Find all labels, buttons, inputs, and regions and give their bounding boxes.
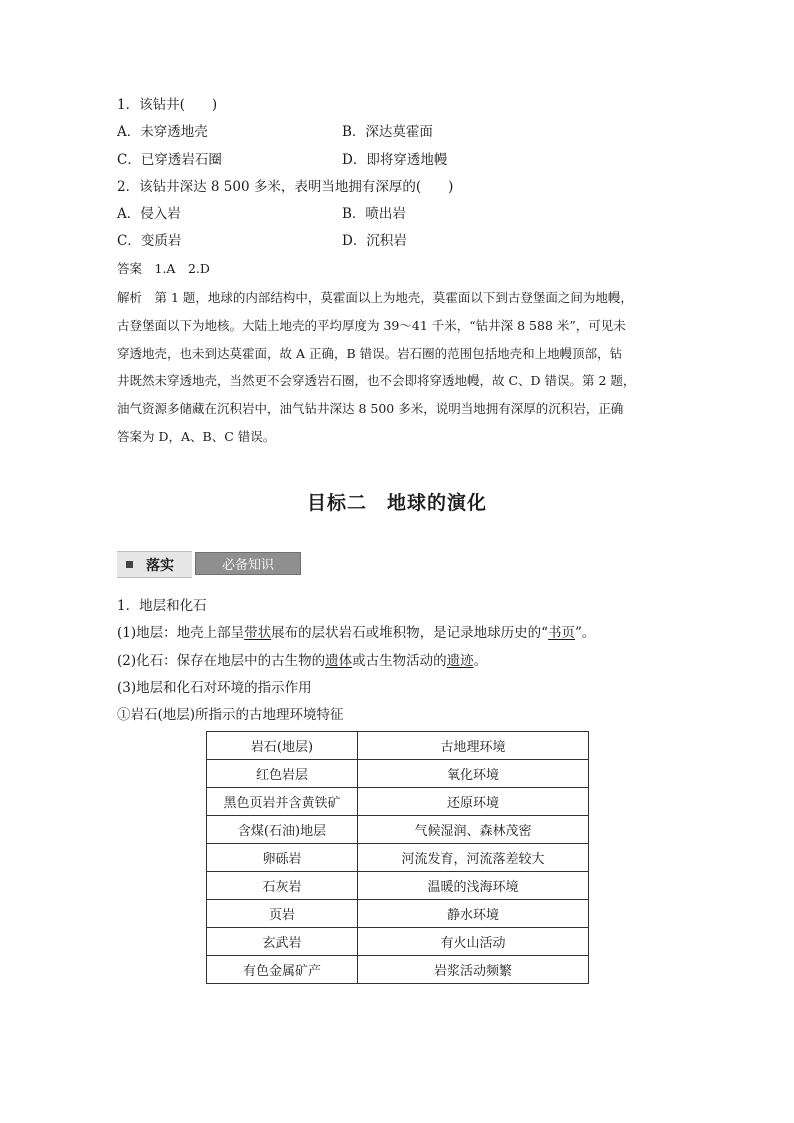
analysis-line-3: 穿透地壳，也未到达莫霍面，故 A 正确，B 错误。岩石圈的范围包括地壳和上地幔顶部，钻 [117, 345, 623, 361]
heading-strata-fossils: 1．地层和化石 [117, 598, 207, 614]
p1-underlined-1: 带状 [244, 625, 272, 641]
table-cell: 含煤(石油)地层 [207, 816, 358, 844]
table-header-row [207, 732, 589, 760]
analysis-line-4: 井既然未穿透地壳，当然更不会穿透岩石圈，也不会即将穿透地幔，故 C、D 错误。第 2 题， [117, 373, 636, 389]
rock-environment-table [206, 731, 589, 984]
table-row [207, 760, 589, 788]
table-row [207, 956, 589, 984]
paragraph-indicator: (3)地层和化石对环境的指示作用 [117, 680, 312, 696]
table-cell: 卵砾岩 [207, 844, 358, 872]
question-1-stem: 1．该钻井( ) [117, 97, 218, 113]
q2-option-d: D．沉积岩 [342, 233, 407, 249]
p2-mid: 或古生物活动的 [352, 653, 447, 669]
table-cell: 还原环境 [358, 788, 589, 816]
question-2-stem: 2．该钻井深达 8 500 多米，表明当地拥有深厚的( ) [117, 179, 454, 195]
table-cell: 石灰岩 [207, 872, 358, 900]
table-cell: 氧化环境 [358, 760, 589, 788]
table-row [207, 816, 589, 844]
table-cell: 页岩 [207, 900, 358, 928]
q1-option-d: D．即将穿透地幔 [342, 152, 448, 168]
p1-suffix: ”。 [575, 625, 596, 641]
table-cell: 静水环境 [358, 900, 589, 928]
banner-right-label: 必备知识 [221, 558, 274, 573]
table-row [207, 928, 589, 956]
analysis-block [117, 284, 680, 451]
p2-prefix: (2)化石：保存在地层中的古生物的 [117, 653, 326, 669]
banner-right-tab [195, 552, 301, 575]
q2-option-b: B．喷出岩 [342, 206, 406, 222]
analysis-line-1: 解析 第 1 题，地球的内部结构中，莫霍面以上为地壳，莫霍面以下到古登堡面之间为地幔， [117, 290, 633, 305]
table-cell: 红色岩层 [207, 760, 358, 788]
banner-left-label: 落实 [146, 558, 174, 574]
square-bullet-icon [126, 561, 133, 568]
p1-prefix: (1)地层：地壳上部呈 [117, 625, 245, 641]
table-cell: 玄武岩 [207, 928, 358, 956]
table-header-cell: 古地理环境 [358, 732, 589, 760]
table-cell: 有火山活动 [358, 928, 589, 956]
table-row [207, 844, 589, 872]
table-row [207, 788, 589, 816]
table-cell: 河流发育，河流落差较大 [358, 844, 589, 872]
table-cell: 岩浆活动频繁 [358, 956, 589, 984]
banner-left-tab [117, 551, 192, 578]
p2-underlined-2: 遗迹 [446, 653, 474, 669]
analysis-line-2: 古登堡面以下为地核。大陆上地壳的平均厚度为 39～41 千米，“钻井深 8 588 米”，可见未 [117, 317, 626, 333]
table-cell: 有色金属矿产 [207, 956, 358, 984]
answer-line: 答案 1.A 2.D [117, 261, 210, 276]
paragraph-fossils [117, 652, 487, 670]
table-cell: 黑色页岩并含黄铁矿 [207, 788, 358, 816]
table-row [207, 900, 589, 928]
paragraph-rock-features: ①岩石(地层)所指示的古地理环境特征 [117, 707, 344, 723]
q2-option-c: C．变质岩 [117, 233, 182, 249]
q1-option-a: A．未穿透地壳 [117, 124, 208, 140]
table-row [207, 872, 589, 900]
p1-underlined-2: 书页 [548, 625, 576, 641]
table-cell: 气候湿润、森林茂密 [358, 816, 589, 844]
table-cell: 温暖的浅海环境 [358, 872, 589, 900]
table-header-cell: 岩石(地层) [207, 732, 358, 760]
p2-suffix: 。 [473, 653, 488, 669]
p1-mid: 展布的层状岩石或堆积物，是记录地球历史的“ [271, 625, 549, 641]
section-title: 目标二 地球的演化 [306, 492, 487, 514]
section-banner [117, 551, 302, 576]
q1-option-b: B．深达莫霍面 [342, 124, 433, 140]
q1-option-c: C．已穿透岩石圈 [117, 152, 222, 168]
analysis-line-5: 油气资源多储藏在沉积岩中，油气钻井深达 8 500 多米，说明当地拥有深厚的沉积岩，正确 [117, 401, 624, 417]
paragraph-strata [117, 624, 595, 642]
q2-option-a: A．侵入岩 [117, 206, 181, 222]
p2-underlined-1: 遗体 [325, 653, 353, 669]
analysis-line-6: 答案为 D，A、B、C 错误。 [117, 428, 276, 444]
